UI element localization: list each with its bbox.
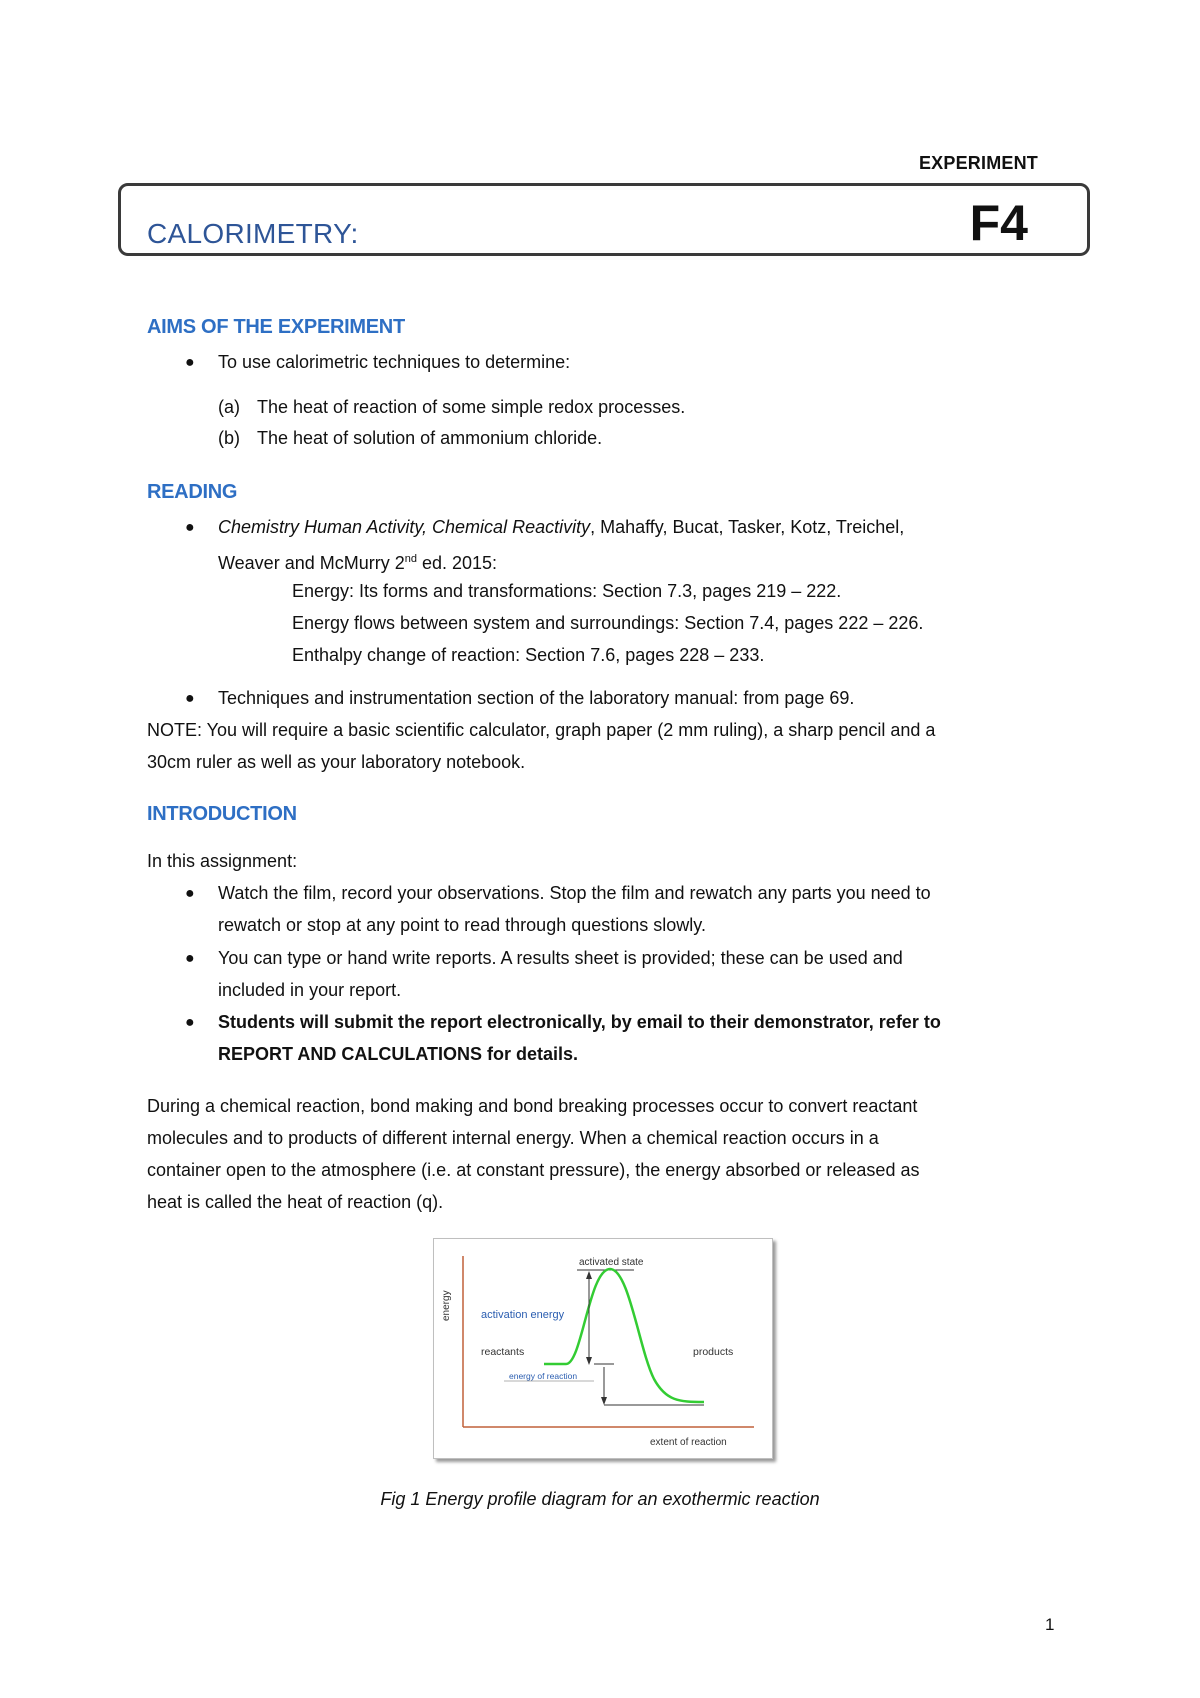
arrow-head-down-icon bbox=[601, 1397, 607, 1405]
intro-bullet-2-line-1: You can type or hand write reports. A results sheet is provided; these can be used and bbox=[218, 948, 903, 968]
aims-bullet: To use calorimetric techniques to determine: bbox=[218, 352, 571, 372]
energy-of-reaction-label: energy of reaction bbox=[509, 1371, 578, 1381]
arrow-head-up-icon bbox=[586, 1271, 592, 1279]
book-title: Chemistry Human Activity, Chemical Reactivity bbox=[218, 517, 591, 537]
reading-section-2: Energy flows between system and surroundings: Section 7.4, pages 222 – 226. bbox=[292, 613, 924, 633]
reading-book-line1 bbox=[218, 515, 904, 539]
experiment-label: EXPERIMENT bbox=[918, 153, 1038, 173]
page-number: 1 bbox=[1045, 1615, 1055, 1634]
intro-bullet-1-line-2: rewatch or stop at any point to read through questions slowly. bbox=[218, 915, 706, 935]
figure-caption: Fig 1 Energy profile diagram for an exothermic reaction bbox=[380, 1489, 820, 1509]
bullet-icon: ● bbox=[185, 1014, 195, 1031]
reading-note-1: NOTE: You will require a basic scientific calculator, graph paper (2 mm ruling), a sharp pencil and a bbox=[147, 720, 936, 740]
aims-item-a: The heat of reaction of some simple redox processes. bbox=[257, 397, 686, 417]
introduction-heading: INTRODUCTION bbox=[147, 803, 297, 825]
intro-bullet-1-line-1: Watch the film, record your observations. Stop the film and rewatch any parts you need to bbox=[218, 883, 931, 903]
bullet-icon: ● bbox=[185, 354, 195, 371]
experiment-code: F4 bbox=[969, 195, 1028, 251]
aims-item-b-marker: (b) bbox=[218, 428, 240, 448]
book-authors: , Mahaffy, Bucat, Tasker, Kotz, Treichel, bbox=[590, 517, 905, 537]
intro-bullet-3-line-2: REPORT AND CALCULATIONS for details. bbox=[218, 1044, 579, 1064]
reading-bullet-2: Techniques and instrumentation section of the laboratory manual: from page 69. bbox=[218, 688, 855, 708]
book-edition-sup: nd bbox=[404, 553, 417, 565]
activated-state-label: activated state bbox=[579, 1257, 644, 1268]
aims-heading: AIMS OF THE EXPERIMENT bbox=[147, 316, 405, 338]
energy-curve bbox=[544, 1269, 704, 1402]
reading-note-2: 30cm ruler as well as your laboratory notebook. bbox=[147, 752, 526, 772]
bullet-icon: ● bbox=[185, 519, 195, 536]
reading-section-1: Energy: Its forms and transformations: Section 7.3, pages 219 – 222. bbox=[292, 581, 842, 601]
arrow-head-down-icon bbox=[586, 1357, 592, 1365]
book-line2-post: ed. 2015: bbox=[416, 553, 498, 573]
page-title: CALORIMETRY: bbox=[147, 218, 359, 249]
bullet-icon: ● bbox=[185, 950, 195, 967]
reactants-label: reactants bbox=[481, 1346, 525, 1358]
activation-energy-label: activation energy bbox=[481, 1309, 565, 1321]
bullet-icon: ● bbox=[185, 885, 195, 902]
introduction-lead: In this assignment: bbox=[147, 851, 298, 871]
intro-bullet-2-line-2: included in your report. bbox=[218, 980, 402, 1000]
intro-paragraph-line-4: heat is called the heat of reaction (q). bbox=[147, 1192, 444, 1212]
reading-section-3: Enthalpy change of reaction: Section 7.6, pages 228 – 233. bbox=[292, 645, 765, 665]
aims-item-a-marker: (a) bbox=[218, 397, 240, 417]
reading-book-line2 bbox=[218, 547, 497, 575]
intro-bullet-3-line-1: Students will submit the report electronically, by email to their demonstrator, refer to bbox=[218, 1012, 941, 1032]
intro-paragraph-line-1: During a chemical reaction, bond making and bond breaking processes occur to convert reactant bbox=[147, 1096, 918, 1116]
intro-paragraph-line-3: container open to the atmosphere (i.e. at constant pressure), the energy absorbed or released as bbox=[147, 1160, 920, 1180]
intro-paragraph-line-2: molecules and to products of different internal energy. When a chemical reaction occurs in a bbox=[147, 1128, 879, 1148]
y-axis-label: energy bbox=[441, 1290, 452, 1321]
energy-profile-diagram bbox=[434, 1239, 772, 1458]
reading-heading: READING bbox=[147, 481, 238, 503]
energy-profile-figure bbox=[433, 1238, 773, 1459]
x-axis-label: extent of reaction bbox=[650, 1437, 727, 1448]
book-line2-pre: Weaver and McMurry 2 bbox=[218, 553, 405, 573]
bullet-icon: ● bbox=[185, 690, 195, 707]
aims-item-b: The heat of solution of ammonium chloride. bbox=[257, 428, 603, 448]
products-label: products bbox=[693, 1346, 734, 1358]
